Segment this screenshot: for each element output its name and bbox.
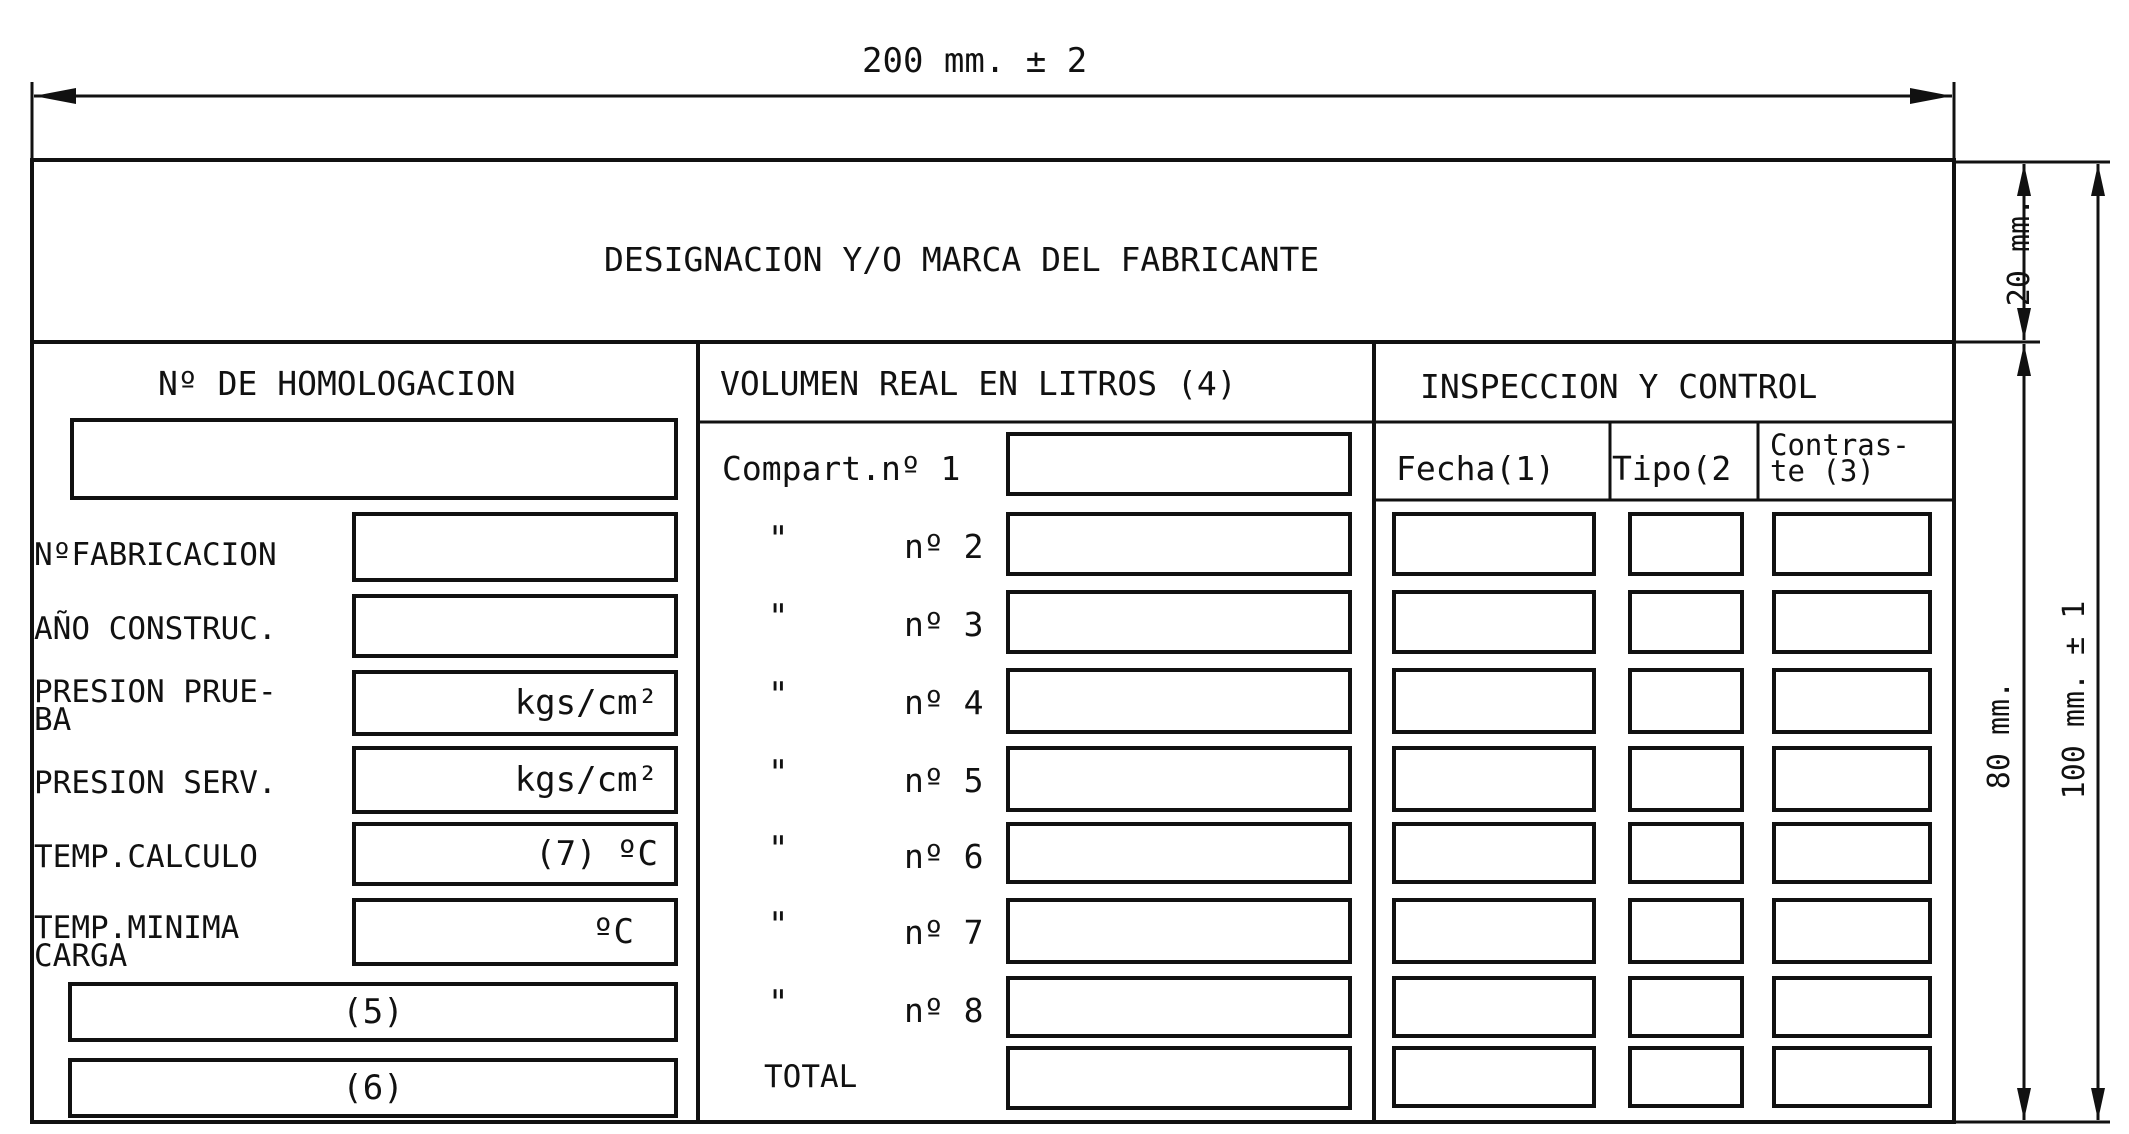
compartment-volume-field[interactable] — [1006, 590, 1352, 654]
note-5-label: (5) — [342, 992, 404, 1032]
ditto-mark: " — [768, 983, 789, 1023]
inspection-date-field[interactable] — [1392, 898, 1596, 964]
inspection-control-heading: INSPECCION Y CONTROL — [1420, 367, 1818, 406]
width-dimension-label: 200 mm. ± 2 — [862, 41, 1088, 81]
inspection-contraste-field[interactable] — [1772, 1046, 1932, 1108]
service-pressure-field[interactable] — [352, 746, 678, 814]
inspection-contraste-field[interactable] — [1772, 512, 1932, 576]
ditto-mark: " — [768, 597, 789, 637]
construction-year-label: AÑO CONSTRUC. — [34, 611, 277, 647]
real-volume-heading: VOLUMEN REAL EN LITROS (4) — [720, 364, 1237, 403]
type-column-header: Tipo(2 — [1612, 449, 1732, 488]
inspection-type-field[interactable] — [1628, 512, 1744, 576]
inspection-date-field[interactable] — [1392, 512, 1596, 576]
ditto-mark: " — [768, 675, 789, 715]
compartment-volume-field[interactable] — [1006, 822, 1352, 884]
test-pressure-label: PRESION PRUE- BA — [34, 674, 277, 738]
ditto-mark: " — [768, 829, 789, 869]
inspection-date-field[interactable] — [1392, 590, 1596, 654]
note-6-field[interactable] — [68, 1058, 678, 1118]
homologation-number-field[interactable] — [70, 418, 678, 500]
inspection-type-field[interactable] — [1628, 822, 1744, 884]
top-height-dimension-label: 20 mm. — [2002, 197, 2037, 307]
construction-year-field[interactable] — [352, 594, 678, 658]
inspection-contraste-field[interactable] — [1772, 590, 1932, 654]
inspection-contraste-field[interactable] — [1772, 976, 1932, 1038]
compartment-number-label: nº 8 — [904, 991, 984, 1030]
inspection-date-field[interactable] — [1392, 976, 1596, 1038]
inspection-type-field[interactable] — [1628, 746, 1744, 812]
design-temperature-label: TEMP.CALCULO — [34, 839, 258, 875]
date-column-header: Fecha(1) — [1396, 449, 1555, 488]
ditto-mark: " — [768, 905, 789, 945]
compartment-number-label: nº 4 — [904, 683, 984, 722]
inspection-contraste-field[interactable] — [1772, 822, 1932, 884]
total-volume-field[interactable] — [1006, 1046, 1352, 1110]
test-pressure-field[interactable] — [352, 670, 678, 736]
inspection-type-field[interactable] — [1628, 1046, 1744, 1108]
ditto-mark: " — [768, 753, 789, 793]
min-load-temperature-field[interactable] — [352, 898, 678, 966]
service-pressure-unit: kgs/cm² — [514, 760, 658, 800]
ditto-mark: " — [768, 519, 789, 559]
contraste-column-header: Contras- te (3) — [1770, 428, 1910, 488]
inspection-date-field[interactable] — [1392, 822, 1596, 884]
total-label: TOTAL — [764, 1059, 858, 1095]
min-load-temperature-label: TEMP.MINIMA CARGA — [34, 910, 240, 974]
compartment-1-label: Compart.nº 1 — [722, 449, 961, 488]
inspection-contraste-field[interactable] — [1772, 898, 1932, 964]
inspection-type-field[interactable] — [1628, 898, 1744, 964]
compartment-volume-field[interactable] — [1006, 512, 1352, 576]
note-5-field[interactable] — [68, 982, 678, 1042]
compartment-volume-field[interactable] — [1006, 976, 1352, 1038]
compartment-number-label: nº 2 — [904, 527, 984, 566]
body-height-dimension-label: 80 mm. — [1982, 680, 2017, 790]
compartment-number-label: nº 5 — [904, 761, 984, 800]
fabrication-number-field[interactable] — [352, 512, 678, 582]
service-pressure-label: PRESION SERV. — [34, 765, 277, 801]
manufacturer-designation-title: DESIGNACION Y/O MARCA DEL FABRICANTE — [604, 240, 1320, 279]
inspection-type-field[interactable] — [1628, 668, 1744, 734]
design-temperature-field[interactable] — [352, 822, 678, 886]
compartment-1-volume-field[interactable] — [1006, 432, 1352, 496]
test-pressure-unit: kgs/cm² — [514, 683, 658, 723]
compartment-number-label: nº 6 — [904, 837, 984, 876]
total-height-dimension-label: 100 mm. ± 1 — [2057, 600, 2092, 800]
inspection-date-field[interactable] — [1392, 746, 1596, 812]
note-6-label: (6) — [342, 1068, 404, 1108]
compartment-number-label: nº 3 — [904, 605, 984, 644]
inspection-type-field[interactable] — [1628, 590, 1744, 654]
homologation-heading: Nº DE HOMOLOGACION — [158, 364, 516, 403]
inspection-contraste-field[interactable] — [1772, 746, 1932, 812]
design-temperature-unit: (7) ºC — [535, 834, 658, 874]
inspection-type-field[interactable] — [1628, 976, 1744, 1038]
compartment-volume-field[interactable] — [1006, 746, 1352, 812]
fabrication-number-label: NºFABRICACION — [34, 537, 277, 573]
compartment-number-label: nº 7 — [904, 913, 984, 952]
compartment-volume-field[interactable] — [1006, 898, 1352, 964]
inspection-contraste-field[interactable] — [1772, 668, 1932, 734]
compartment-volume-field[interactable] — [1006, 668, 1352, 734]
min-load-temperature-unit: ºC — [593, 912, 634, 952]
inspection-date-field[interactable] — [1392, 668, 1596, 734]
inspection-date-field[interactable] — [1392, 1046, 1596, 1108]
